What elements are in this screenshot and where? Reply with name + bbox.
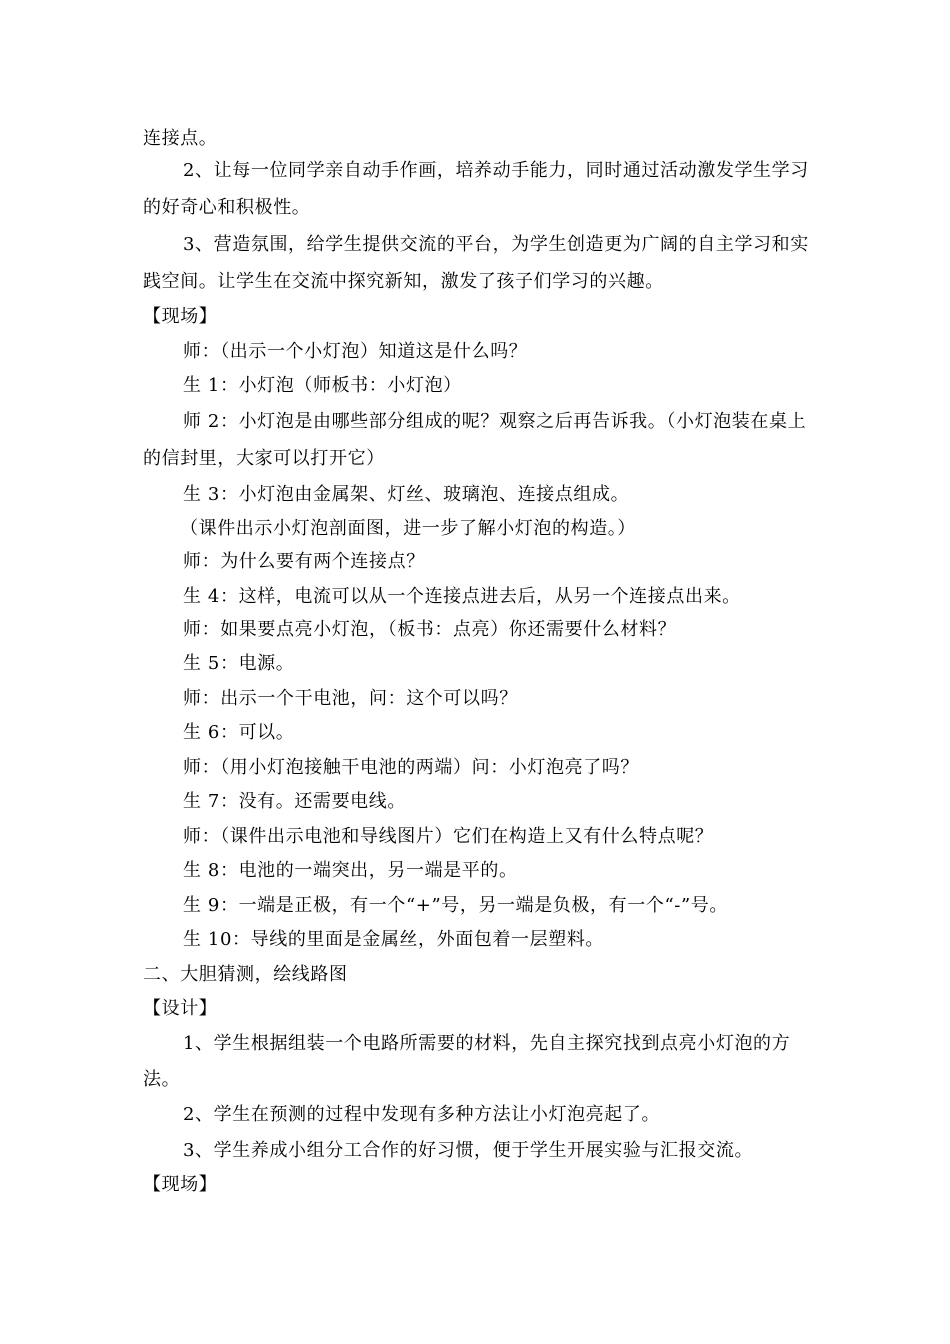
text-line: 生 5：电源。: [183, 653, 295, 674]
section-heading: 【设计】: [143, 998, 218, 1019]
text-line: 1、学生根据组装一个电路所需要的材料，先自主探究找到点亮小灯泡的方: [183, 1033, 791, 1054]
text-line: 2、学生在预测的过程中发现有多种方法让小灯泡亮起了。: [183, 1104, 661, 1125]
text-line: 师：（用小灯泡接触干电池的两端）问：小灯泡亮了吗？: [183, 757, 639, 778]
text-line: 师：为什么要有两个连接点？: [183, 551, 425, 572]
text-line: 师：（课件出示电池和导线图片）它们在构造上又有什么特点呢？: [183, 826, 714, 847]
text-line: 生 7：没有。还需要电线。: [183, 791, 406, 812]
text-line: 师：如果要点亮小灯泡，（板书：点亮）你还需要什么材料？: [183, 619, 677, 640]
text-line: 师：（出示一个小灯泡）知道这是什么吗？: [183, 341, 528, 362]
text-line: 生 4：这样，电流可以从一个连接点进去后，从另一个连接点出来。: [183, 586, 741, 607]
text-line: 的好奇心和积极性。: [143, 197, 311, 218]
section-heading: 二、大胆猜测，绘线路图: [143, 964, 348, 985]
section-heading: 【现场】: [143, 306, 218, 327]
text-line: 的信封里，大家可以打开它）: [143, 448, 385, 469]
text-line: 2、让每一位同学亲自动手作画，培养动手能力，同时通过活动激发学生学习: [183, 160, 809, 181]
text-line: 连接点。: [143, 128, 218, 149]
text-line: 生 9：一端是正极，有一个“+”号，另一端是负极，有一个“-”号。: [183, 895, 728, 916]
text-line: 践空间。让学生在交流中探究新知，激发了孩子们学习的兴趣。: [143, 271, 664, 292]
text-line: 3、营造氛围，给学生提供交流的平台，为学生创造更为广阔的自主学习和实: [183, 234, 809, 255]
text-line: 生 1：小灯泡（师板书：小灯泡）: [183, 375, 462, 396]
text-line: （课件出示小灯泡剖面图，进一步了解小灯泡的构造。）: [180, 518, 636, 539]
section-heading: 【现场】: [143, 1174, 218, 1195]
text-line: 师 2：小灯泡是由哪些部分组成的呢？观察之后再告诉我。（小灯泡装在桌上: [183, 411, 807, 432]
text-line: 生 3：小灯泡由金属架、灯丝、玻璃泡、连接点组成。: [183, 484, 630, 505]
text-line: 生 8：电池的一端突出，另一端是平的。: [183, 860, 518, 881]
text-line: 3、学生养成小组分工合作的好习惯，便于学生开展实验与汇报交流。: [183, 1140, 754, 1161]
text-line: 生 10：导线的里面是金属丝，外面包着一层塑料。: [183, 929, 605, 950]
text-line: 生 6：可以。: [183, 722, 295, 743]
text-line: 师：出示一个干电池，问：这个可以吗？: [183, 688, 518, 709]
text-line: 法。: [143, 1069, 181, 1090]
